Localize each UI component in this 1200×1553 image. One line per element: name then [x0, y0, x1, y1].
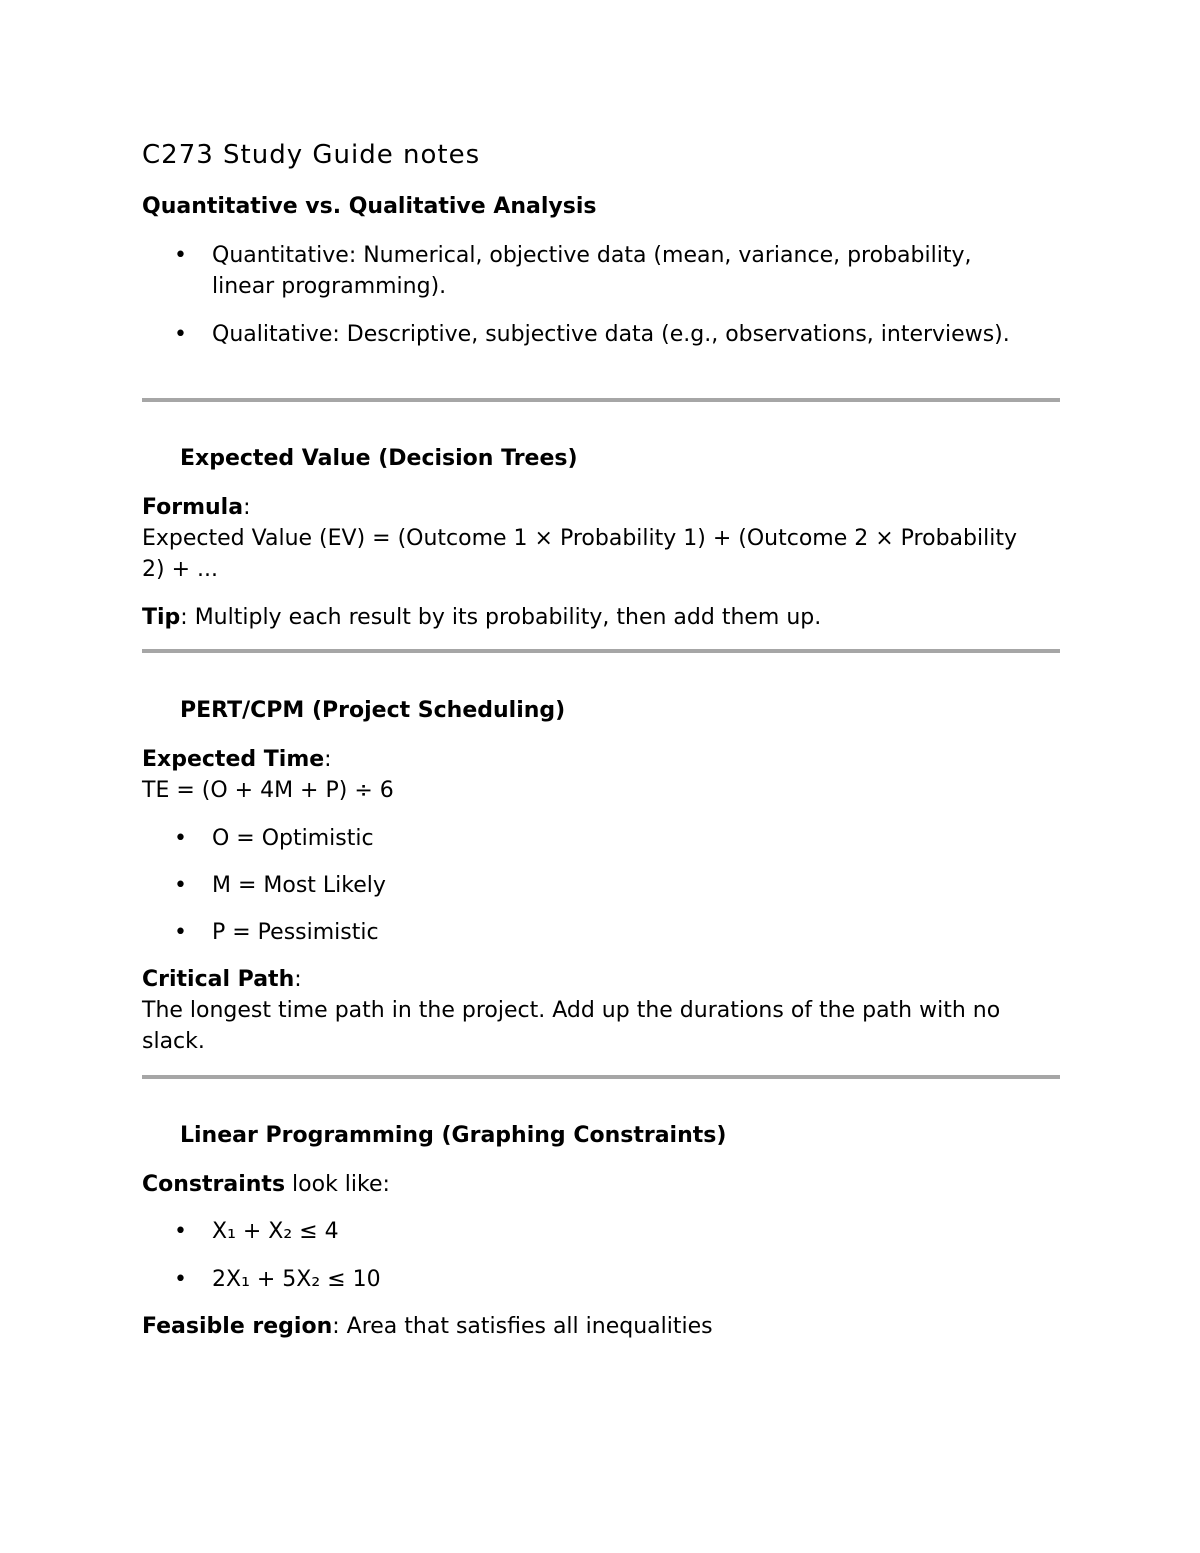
feasible-region-block [142, 1311, 1042, 1342]
bullet-icon: • [174, 1267, 187, 1292]
constraints-label: Constraints [142, 1172, 286, 1197]
list-item-text: Quantitative: Numerical, objective data (mean, variance, probability, linear programming). [212, 243, 972, 299]
section-heading-linear-programming: Linear Programming (Graphing Constraints) [180, 1123, 727, 1148]
list-item-text: O = Optimistic [212, 826, 374, 851]
constraints-text: look like: [285, 1172, 390, 1197]
expected-time-formula: TE = (O + 4M + P) ÷ 6 [142, 778, 394, 803]
list-item-text: X₁ + X₂ ≤ 4 [212, 1219, 339, 1244]
constraints-block [142, 1169, 1042, 1200]
section-heading-pert-cpm: PERT/CPM (Project Scheduling) [180, 698, 566, 723]
tip-text: : Multiply each result by its probability, then add them up. [180, 605, 822, 630]
expected-time-block: Expected Time: TE = (O + 4M + P) ÷ 6 [142, 747, 394, 803]
formula-label: Formula [142, 495, 244, 520]
tip-block [142, 602, 1042, 633]
horizontal-divider [142, 649, 1060, 653]
horizontal-divider [142, 1075, 1060, 1079]
list-item [174, 917, 1034, 948]
list-item [174, 870, 1034, 901]
feasible-region-label: Feasible region [142, 1314, 333, 1339]
list-item-text: Qualitative: Descriptive, subjective data (e.g., observations, interviews). [212, 322, 1010, 347]
bullet-icon: • [174, 873, 187, 898]
expected-time-label: Expected Time [142, 747, 325, 772]
list-item [174, 1216, 1034, 1247]
horizontal-divider [142, 398, 1060, 402]
critical-path-block: Critical Path: The longest time path in the project. Add up the durations of the path with no slack. [142, 967, 1001, 1054]
list-item [174, 823, 1034, 854]
list-item [174, 240, 1034, 302]
document-title: C273 Study Guide notes [142, 140, 481, 170]
critical-path-label: Critical Path [142, 967, 295, 992]
feasible-region-text: : Area that satisfies all inequalities [332, 1314, 713, 1339]
tip-label: Tip [142, 605, 181, 630]
bullet-icon: • [174, 826, 187, 851]
formula-text: Expected Value (EV) = (Outcome 1 × Probability 1) + (Outcome 2 × Probability 2) + ... [142, 526, 1017, 582]
bullet-icon: • [174, 243, 187, 268]
bullet-icon: • [174, 920, 187, 945]
critical-path-text: The longest time path in the project. Add up the durations of the path with no slack. [142, 998, 1001, 1054]
list-item [174, 1264, 1034, 1295]
list-item [174, 319, 1034, 350]
bullet-icon: • [174, 322, 187, 347]
list-item-text: 2X₁ + 5X₂ ≤ 10 [212, 1267, 381, 1292]
formula-block: Formula: Expected Value (EV) = (Outcome 1 × Probability 1) + (Outcome 2 × Probability 2) + ... [142, 495, 1017, 582]
bullet-icon: • [174, 1219, 187, 1244]
section-heading-expected-value: Expected Value (Decision Trees) [180, 446, 578, 471]
list-item-text: M = Most Likely [212, 873, 386, 898]
section-heading-quant-qual: Quantitative vs. Qualitative Analysis [142, 194, 597, 219]
list-item-text: P = Pessimistic [212, 920, 379, 945]
